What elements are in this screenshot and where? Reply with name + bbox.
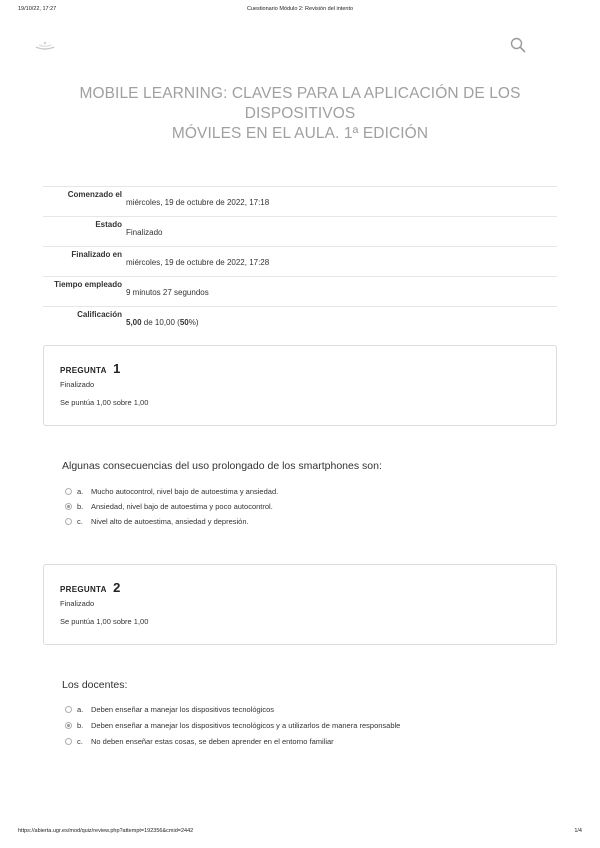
answer-option-2c[interactable] [65, 737, 334, 749]
ugr-logo[interactable] [34, 38, 56, 52]
started-label: Comenzado el [67, 190, 122, 199]
search-icon[interactable] [510, 37, 526, 53]
course-title-line1: MOBILE LEARNING: CLAVES PARA LA APLICACIÓN DE LOS DISPOSITIVOS [79, 85, 521, 122]
question-score: Se puntúa 1,00 sobre 1,00 [60, 398, 149, 407]
summary-row-started [43, 186, 557, 216]
answer-option-1a[interactable] [65, 487, 278, 499]
answer-letter: a. [77, 487, 84, 496]
question-info-card-1 [43, 345, 557, 426]
grade-mid: de 10,00 ( [141, 318, 180, 327]
answer-text: Nivel alto de autoestima, ansiedad y depresión. [91, 517, 249, 526]
summary-row-state [43, 216, 557, 246]
grade-label: Calificación [77, 310, 122, 319]
grade-end: %) [188, 318, 199, 327]
grade-value [126, 318, 199, 327]
answer-text: Deben enseñar a manejar los dispositivos tecnológicos [91, 705, 275, 714]
question-number: 1 [113, 361, 121, 376]
print-url: https://abierta.ugr.es/mod/quiz/review.php?attempt=192356&cmid=2442 [18, 828, 194, 834]
question-word: PREGUNTA [60, 585, 107, 594]
course-title [40, 84, 560, 144]
question-heading [60, 360, 120, 378]
summary-row-grade [43, 306, 557, 336]
question-status: Finalizado [60, 599, 95, 608]
question-text-1: Algunas consecuencias del uso prolongado de los smartphones son: [62, 460, 382, 472]
question-info-card-2 [43, 564, 557, 645]
answer-text: Ansiedad, nivel bajo de autoestima y poco autocontrol. [91, 502, 273, 511]
radio-icon[interactable] [65, 488, 72, 495]
grade-percent: 50 [179, 318, 189, 327]
print-footer [0, 828, 600, 840]
state-label: Estado [95, 220, 122, 229]
started-value: miércoles, 19 de octubre de 2022, 17:18 [126, 198, 270, 207]
print-page-number: 1/4 [574, 828, 582, 834]
answer-text: No deben enseñar estas cosas, se deben aprender en el entorno familiar [91, 737, 334, 746]
time-label: Tiempo empleado [54, 280, 122, 289]
radio-icon[interactable] [65, 738, 72, 745]
radio-icon[interactable] [65, 706, 72, 713]
answer-text: Deben enseñar a manejar los dispositivos tecnológicos y a utilizarlos de manera responsable [91, 721, 401, 730]
question-score: Se puntúa 1,00 sobre 1,00 [60, 617, 149, 626]
question-number: 2 [113, 580, 121, 595]
state-value: Finalizado [126, 228, 163, 237]
question-status: Finalizado [60, 380, 95, 389]
answer-letter: b. [77, 502, 84, 511]
finished-value: miércoles, 19 de octubre de 2022, 17:28 [126, 258, 270, 267]
question-word: PREGUNTA [60, 366, 107, 375]
print-page-title: Cuestionario Módulo 2: Revisión del intento [246, 6, 354, 12]
answer-option-1b[interactable] [65, 502, 273, 514]
answer-letter: c. [77, 517, 83, 526]
attempt-summary-table [43, 186, 557, 336]
print-header [0, 6, 600, 18]
radio-icon[interactable] [65, 518, 72, 525]
radio-checked-icon[interactable] [65, 722, 72, 729]
time-value: 9 minutos 27 segundos [126, 288, 209, 297]
question-heading [60, 579, 120, 597]
summary-row-finished [43, 246, 557, 276]
summary-row-time [43, 276, 557, 306]
answer-text: Mucho autocontrol, nivel bajo de autoestima y ansiedad. [91, 487, 279, 496]
question-text-2: Los docentes: [62, 679, 128, 691]
grade-score: 5,00 [126, 318, 142, 327]
answer-option-2b[interactable] [65, 721, 400, 733]
answer-letter: b. [77, 721, 84, 730]
print-datetime: 19/10/22, 17:27 [18, 6, 57, 12]
answer-letter: a. [77, 705, 84, 714]
finished-label: Finalizado en [71, 250, 122, 259]
radio-checked-icon[interactable] [65, 503, 72, 510]
course-title-line2: MÓVILES EN EL AULA. 1ª EDICIÓN [171, 125, 429, 142]
answer-option-1c[interactable] [65, 517, 249, 529]
answer-option-2a[interactable] [65, 705, 274, 717]
answer-letter: c. [77, 737, 83, 746]
